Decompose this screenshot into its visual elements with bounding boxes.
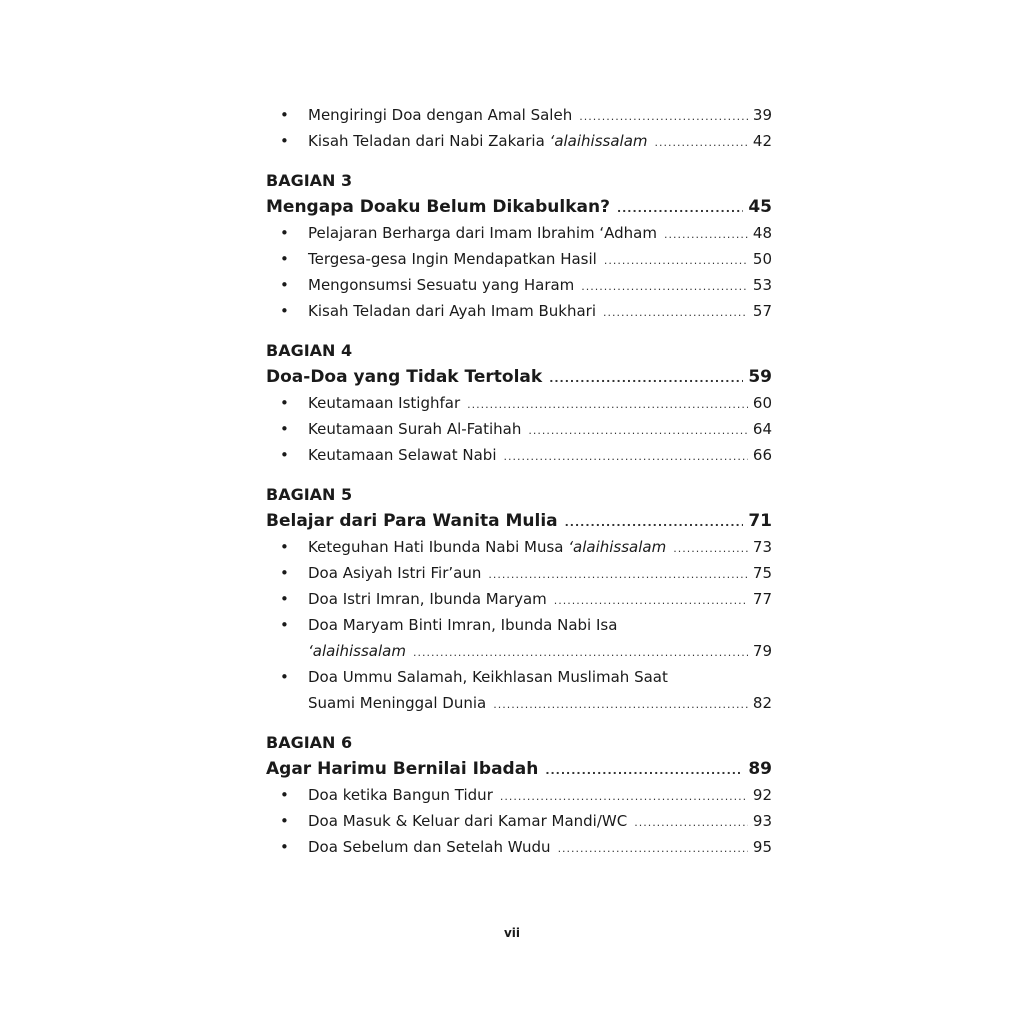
toc-item-label bbox=[308, 782, 493, 808]
section-heading-label: BAGIAN 6 bbox=[266, 733, 353, 752]
page-reference: 59 bbox=[748, 367, 772, 387]
bullet-icon: • bbox=[280, 420, 289, 438]
section-gap bbox=[266, 154, 772, 168]
toc-item-label bbox=[308, 416, 521, 442]
label-text: Kisah Teladan dari Ayah Imam Bukhari bbox=[308, 302, 597, 320]
toc-item bbox=[266, 246, 772, 272]
toc-item-label bbox=[308, 390, 460, 416]
toc-item-label bbox=[308, 690, 486, 716]
label-text: Doa Masuk & Keluar dari Kamar Mandi/WC bbox=[308, 812, 628, 830]
page-reference: 73 bbox=[752, 538, 772, 556]
label-text: Suami Meninggal Dunia bbox=[308, 694, 487, 712]
page-reference: 66 bbox=[752, 446, 772, 464]
dot-leader bbox=[488, 562, 748, 588]
label-text: Doa Maryam Binti Imran, Ibunda Nabi Isa bbox=[308, 616, 618, 634]
toc-item bbox=[266, 102, 772, 128]
dot-leader bbox=[558, 836, 748, 862]
bullet-icon: • bbox=[280, 132, 289, 150]
label-text: Doa Sebelum dan Setelah Wudu bbox=[308, 838, 551, 856]
dot-leader bbox=[604, 248, 748, 274]
chapter-title bbox=[266, 194, 610, 220]
chapter-title bbox=[266, 756, 538, 782]
toc-item-label bbox=[308, 638, 406, 664]
label-text: Doa-Doa yang Tidak Tertolak bbox=[266, 367, 543, 387]
toc-item-label bbox=[308, 534, 666, 560]
dot-leader bbox=[545, 758, 743, 784]
label-text: Agar Harimu Bernilai Ibadah bbox=[266, 759, 539, 779]
label-text: Doa Istri Imran, Ibunda Maryam bbox=[308, 590, 547, 608]
label-text: Kisah Teladan dari Nabi Zakaria bbox=[308, 132, 550, 150]
toc-item-label bbox=[308, 442, 497, 468]
toc-item bbox=[266, 612, 772, 638]
section-heading-label: BAGIAN 4 bbox=[266, 341, 353, 360]
section-gap bbox=[266, 716, 772, 730]
page-number: vii bbox=[503, 926, 521, 940]
toc-item-label bbox=[308, 128, 648, 154]
bullet-icon: • bbox=[280, 786, 289, 804]
dot-leader bbox=[565, 510, 744, 536]
page-reference: 89 bbox=[748, 759, 772, 779]
toc-item-label bbox=[308, 612, 617, 638]
dot-leader bbox=[413, 640, 748, 666]
page-reference: 48 bbox=[752, 224, 772, 242]
chapter-entry bbox=[266, 364, 772, 390]
toc-item-label bbox=[308, 834, 551, 860]
toc-item bbox=[266, 128, 772, 154]
bullet-icon: • bbox=[280, 590, 289, 608]
chapter-entry bbox=[266, 756, 772, 782]
toc-item-label bbox=[308, 808, 627, 834]
chapter-entry bbox=[266, 508, 772, 534]
label-text: Doa Ummu Salamah, Keikhlasan Muslimah Saat bbox=[308, 668, 668, 686]
page-reference: 77 bbox=[752, 590, 772, 608]
toc-item bbox=[266, 442, 772, 468]
label-text: Keutamaan Selawat Nabi bbox=[308, 446, 497, 464]
bullet-icon: • bbox=[280, 276, 289, 294]
label-text: Doa ketika Bangun Tidur bbox=[308, 786, 493, 804]
bullet-icon: • bbox=[280, 538, 289, 556]
page-reference: 60 bbox=[752, 394, 772, 412]
dot-leader bbox=[603, 300, 748, 326]
section-heading-label: BAGIAN 3 bbox=[266, 171, 353, 190]
bullet-icon: • bbox=[280, 446, 289, 464]
dot-leader bbox=[581, 274, 748, 300]
label-italic-text: ‘alaihissalam bbox=[549, 132, 648, 150]
section-heading bbox=[266, 168, 772, 194]
bullet-icon: • bbox=[280, 616, 289, 634]
toc-item-label bbox=[308, 220, 657, 246]
bullet-icon: • bbox=[280, 394, 289, 412]
page-reference: 53 bbox=[752, 276, 772, 294]
section-heading bbox=[266, 482, 772, 508]
toc-item-label bbox=[308, 560, 481, 586]
bullet-icon: • bbox=[280, 838, 289, 856]
dot-leader bbox=[579, 104, 748, 130]
page-reference: 92 bbox=[752, 786, 772, 804]
toc-item-label bbox=[308, 298, 596, 324]
label-text: Belajar dari Para Wanita Mulia bbox=[266, 511, 558, 531]
label-italic-text: ‘alaihissalam bbox=[568, 538, 667, 556]
bullet-icon: • bbox=[280, 812, 289, 830]
label-text: Mengiringi Doa dengan Amal Saleh bbox=[308, 106, 573, 124]
page-reference: 42 bbox=[752, 132, 772, 150]
toc-item bbox=[266, 390, 772, 416]
page-reference: 93 bbox=[752, 812, 772, 830]
dot-leader bbox=[549, 366, 743, 392]
bullet-icon: • bbox=[280, 224, 289, 242]
toc-item bbox=[266, 808, 772, 834]
dot-leader bbox=[500, 784, 748, 810]
bullet-icon: • bbox=[280, 564, 289, 582]
section-heading bbox=[266, 338, 772, 364]
toc-item bbox=[266, 834, 772, 860]
label-text: Tergesa-gesa Ingin Mendapatkan Hasil bbox=[308, 250, 597, 268]
toc-item bbox=[266, 690, 772, 716]
toc-item bbox=[266, 416, 772, 442]
toc-item bbox=[266, 638, 772, 664]
dot-leader bbox=[493, 692, 748, 718]
bullet-icon: • bbox=[280, 250, 289, 268]
dot-leader bbox=[634, 810, 748, 836]
dot-leader bbox=[467, 392, 748, 418]
toc-item bbox=[266, 664, 772, 690]
section-gap bbox=[266, 468, 772, 482]
label-text: Mengapa Doaku Belum Dikabulkan? bbox=[266, 197, 610, 217]
toc-item-label bbox=[308, 272, 574, 298]
dot-leader bbox=[655, 130, 748, 156]
toc-item bbox=[266, 534, 772, 560]
label-text: Mengonsumsi Sesuatu yang Haram bbox=[308, 276, 575, 294]
toc-item bbox=[266, 220, 772, 246]
label-text: Keutamaan Istighfar bbox=[308, 394, 461, 412]
page-reference: 79 bbox=[752, 642, 772, 660]
label-text: Keteguhan Hati Ibunda Nabi Musa bbox=[308, 538, 569, 556]
table-of-contents bbox=[266, 102, 772, 860]
toc-item bbox=[266, 586, 772, 612]
bullet-icon: • bbox=[280, 106, 289, 124]
bullet-icon: • bbox=[280, 302, 289, 320]
toc-item bbox=[266, 560, 772, 586]
page-reference: 82 bbox=[752, 694, 772, 712]
page-reference: 75 bbox=[752, 564, 772, 582]
page-reference: 57 bbox=[752, 302, 772, 320]
toc-item bbox=[266, 298, 772, 324]
section-gap bbox=[266, 324, 772, 338]
dot-leader bbox=[528, 418, 748, 444]
page-reference: 95 bbox=[752, 838, 772, 856]
section-heading-label: BAGIAN 5 bbox=[266, 485, 353, 504]
toc-item bbox=[266, 782, 772, 808]
dot-leader bbox=[664, 222, 748, 248]
label-italic-text: ‘alaihissalam bbox=[308, 642, 406, 660]
toc-item-label bbox=[308, 246, 597, 272]
page-reference: 50 bbox=[752, 250, 772, 268]
toc-item-label bbox=[308, 102, 572, 128]
dot-leader bbox=[504, 444, 748, 470]
dot-leader bbox=[673, 536, 748, 562]
chapter-title bbox=[266, 508, 558, 534]
page-reference: 45 bbox=[748, 197, 772, 217]
chapter-title bbox=[266, 364, 542, 390]
toc-item-label bbox=[308, 586, 547, 612]
page-reference: 39 bbox=[752, 106, 772, 124]
section-heading bbox=[266, 730, 772, 756]
label-text: Doa Asiyah Istri Fir’aun bbox=[308, 564, 482, 582]
toc-item-label bbox=[308, 664, 668, 690]
bullet-icon: • bbox=[280, 668, 289, 686]
label-text: Pelajaran Berharga dari Imam Ibrahim ‘Adham bbox=[308, 224, 657, 242]
dot-leader bbox=[617, 196, 743, 222]
label-text: Keutamaan Surah Al-Fatihah bbox=[308, 420, 522, 438]
page-reference: 71 bbox=[748, 511, 772, 531]
dot-leader bbox=[554, 588, 748, 614]
chapter-entry bbox=[266, 194, 772, 220]
toc-item bbox=[266, 272, 772, 298]
page-reference: 64 bbox=[752, 420, 772, 438]
